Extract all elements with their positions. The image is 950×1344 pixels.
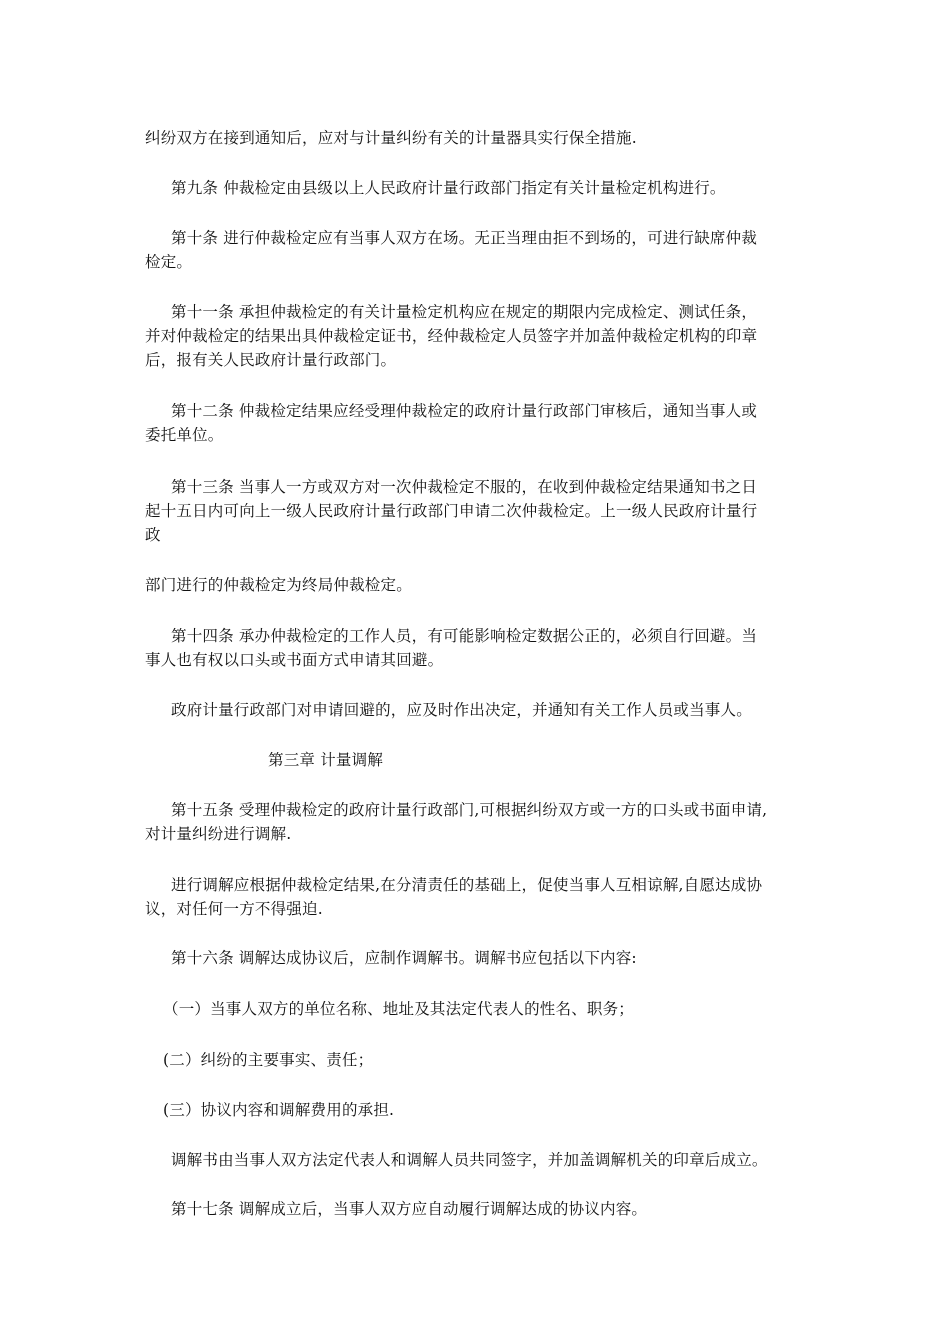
article-10 [145, 226, 810, 274]
text-line: 第十五条 受理仲裁检定的政府计量行政部门,可根据纠纷双方或一方的口头或书面申请, [171, 801, 768, 819]
text-line: 政府计量行政部门对申请回避的，应及时作出决定，并通知有关工作人员或当事人。 [171, 701, 752, 719]
article-15 [145, 798, 810, 846]
text-line: 纠纷双方在接到通知后，应对与计量纠纷有关的计量器具实行保全措施. [145, 129, 637, 147]
text-line: 第九条 仲裁检定由县级以上人民政府计量行政部门指定有关计量检定机构进行。 [171, 179, 726, 197]
paragraph-1 [145, 126, 810, 150]
text-line: (二）纠纷的主要事实、责任； [163, 1051, 374, 1069]
text-line: 检定。 [145, 253, 193, 271]
text-line: 事人也有权以口头或书面方式申请其回避。 [145, 651, 444, 669]
text-line: 第十条 进行仲裁检定应有当事人双方在场。无正当理由拒不到场的，可进行缺席仲裁 [171, 229, 758, 247]
text-line: 第十六条 调解达成协议后，应制作调解书。调解书应包括以下内容: [171, 949, 637, 967]
list-item-1 [163, 997, 828, 1021]
article-17 [171, 1197, 836, 1221]
text-line: (三）协议内容和调解费用的承担. [163, 1101, 395, 1119]
text-line: （一）当事人双方的单位名称、地址及其法定代表人的性名、职务； [163, 1000, 635, 1018]
article-16-para-2 [171, 1148, 836, 1172]
text-line: 政 [145, 526, 161, 544]
text-line: 第十四条 承办仲裁检定的工作人员，有可能影响检定数据公正的，必须自行回避。当 [171, 627, 758, 645]
text-line: 后，报有关人民政府计量行政部门。 [145, 351, 397, 369]
text-line: 第三章 计量调解 [268, 751, 384, 769]
article-16 [171, 946, 836, 970]
text-line: 部门进行的仲裁检定为终局仲裁检定。 [145, 576, 412, 594]
text-line: 议，对任何一方不得强迫. [145, 900, 323, 918]
text-line: 并对仲裁检定的结果出具仲裁检定证书，经仲裁检定人员签字并加盖仲裁检定机构的印章 [145, 327, 758, 345]
text-line: 对计量纠纷进行调解. [145, 825, 292, 843]
chapter-3-heading [268, 748, 933, 772]
text-line: 第十二条 仲裁检定结果应经受理仲裁检定的政府计量行政部门审核后，通知当事人或 [171, 402, 758, 420]
text-line: 第十一条 承担仲裁检定的有关计量检定机构应在规定的期限内完成检定、测试任条， [171, 303, 758, 321]
text-line: 进行调解应根据仲裁检定结果,在分清责任的基础上，促使当事人互相谅解,自愿达成协 [171, 876, 763, 894]
article-13 [145, 475, 810, 547]
article-12 [145, 399, 810, 447]
text-line: 调解书由当事人双方法定代表人和调解人员共同签字，并加盖调解机关的印章后成立。 [171, 1151, 768, 1169]
article-14-para-2 [171, 698, 836, 722]
article-15-para-2 [145, 873, 810, 921]
text-line: 委托单位。 [145, 426, 224, 444]
text-line: 第十七条 调解成立后，当事人双方应自动履行调解达成的协议内容。 [171, 1200, 648, 1218]
article-13-continued [145, 573, 810, 597]
article-11 [145, 300, 810, 372]
text-line: 起十五日内可向上一级人民政府计量行政部门申请二次仲裁检定。上一级人民政府计量行 [145, 502, 758, 520]
list-item-3 [163, 1098, 828, 1122]
article-14 [145, 624, 810, 672]
text-line: 第十三条 当事人一方或双方对一次仲裁检定不服的，在收到仲裁检定结果通知书之日 [171, 478, 758, 496]
list-item-2 [163, 1048, 828, 1072]
article-9 [171, 176, 836, 200]
